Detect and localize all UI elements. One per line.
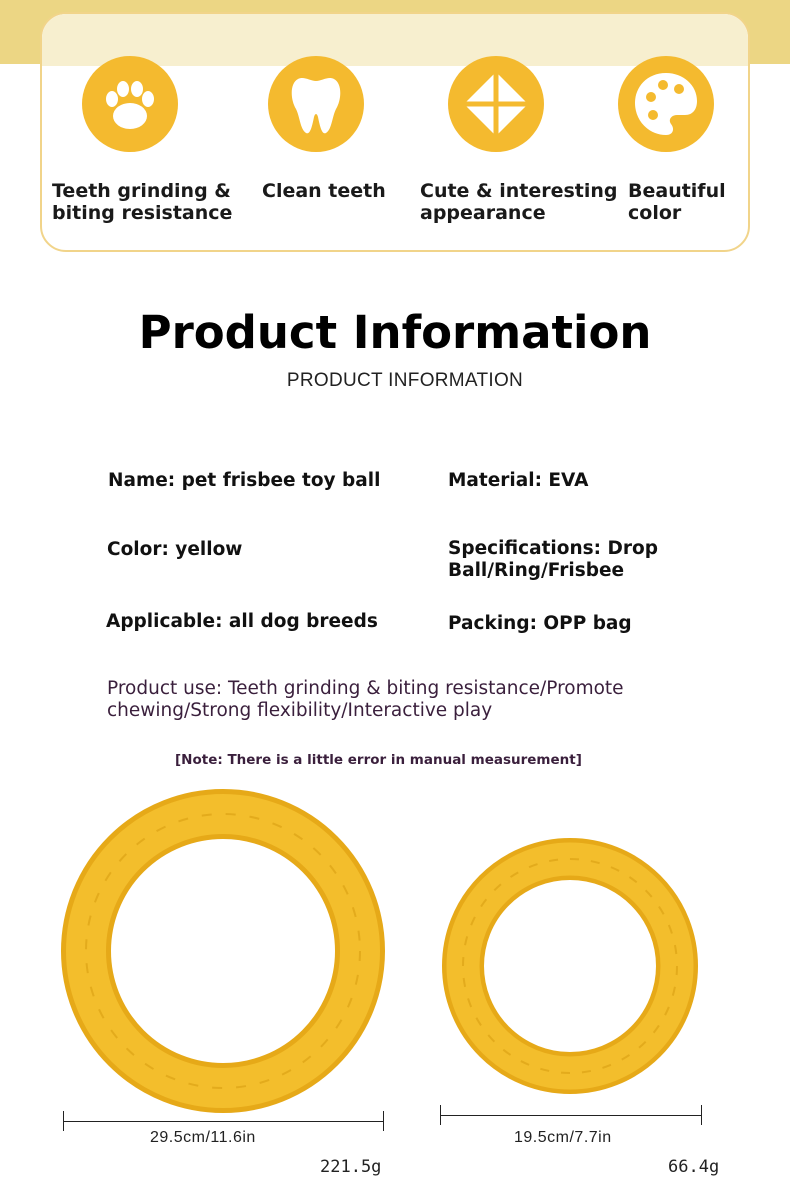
- large-ring: [86, 814, 360, 1088]
- page-title: Product Information: [138, 306, 652, 359]
- small-ring: [463, 859, 677, 1073]
- feature-card: [40, 12, 750, 252]
- product-use-text: Product use: Teeth grinding & biting resistance/Promote chewing/Strong flexibility/Interactive play: [107, 678, 624, 721]
- small-size-label: 19.5cm/7.7in: [514, 1129, 612, 1146]
- spec-name: Name: pet frisbee toy ball: [108, 470, 381, 491]
- spec-color: Color: yellow: [107, 539, 243, 560]
- dimension-tick: [63, 1111, 64, 1131]
- large-weight-label: 221.5g: [320, 1157, 382, 1177]
- spec-specifications: Specifications: Drop Ball/Ring/Frisbee: [448, 538, 658, 581]
- spec-packing: Packing: OPP bag: [448, 613, 632, 634]
- small-dimension-line: [440, 1115, 702, 1116]
- dimension-tick: [701, 1105, 702, 1125]
- dimension-tick: [383, 1111, 384, 1131]
- diamond-icon: [448, 56, 544, 152]
- feature-label: Teeth grinding & biting resistance: [52, 180, 233, 224]
- small-weight-label: 66.4g: [668, 1157, 720, 1177]
- feature-color: [628, 14, 750, 244]
- feature-label: Clean teeth: [262, 180, 386, 202]
- measurement-note: [Note: There is a little error in manual measurement]: [175, 752, 582, 768]
- paw-icon: [82, 56, 178, 152]
- feature-appearance: [420, 14, 618, 244]
- page-subtitle: PRODUCT INFORMATION: [286, 370, 524, 391]
- large-size-label: 29.5cm/11.6in: [150, 1129, 256, 1146]
- feature-label: Beautiful color: [628, 180, 726, 224]
- large-dimension-line: [63, 1121, 384, 1122]
- tooth-icon: [268, 56, 364, 152]
- rings-illustration: [0, 780, 790, 1120]
- feature-teeth-grinding: [52, 14, 233, 244]
- feature-label: Cute & interesting appearance: [420, 180, 618, 224]
- dimension-tick: [440, 1105, 441, 1125]
- spec-applicable: Applicable: all dog breeds: [106, 611, 378, 632]
- palette-icon: [618, 56, 714, 152]
- spec-material: Material: EVA: [448, 470, 589, 491]
- feature-clean-teeth: [262, 14, 432, 244]
